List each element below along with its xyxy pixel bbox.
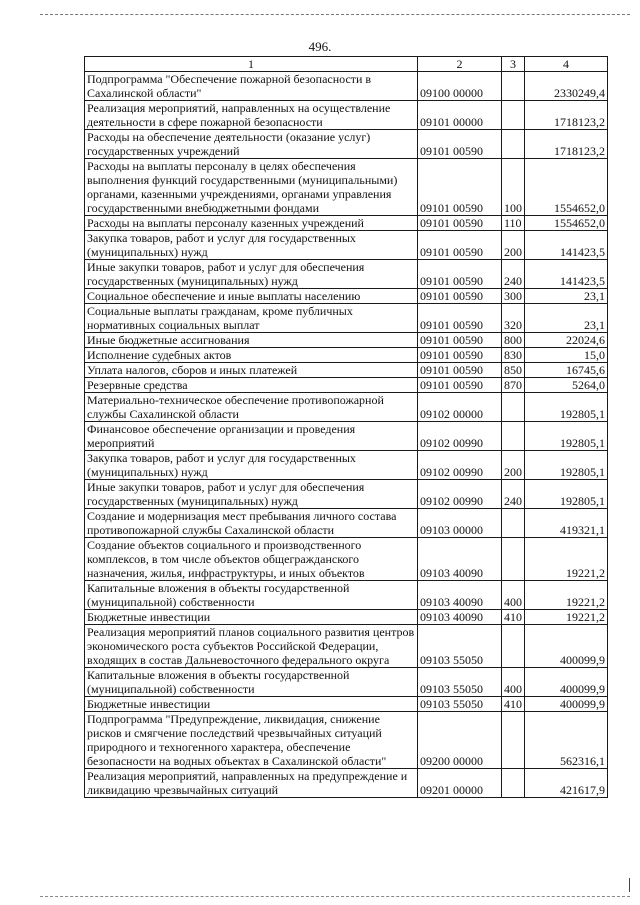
- row-expense-type: [502, 769, 525, 798]
- row-expense-type: 110: [502, 216, 525, 231]
- row-name: Расходы на выплаты персоналу в целях обеспечения выполнения функций государственными (муниципальными) органами, казенными учреждениями, органами управления государственными внебюджетными фондами: [85, 159, 418, 216]
- row-name: Расходы на выплаты персоналу казенных учреждений: [85, 216, 418, 231]
- row-code: 09102 00990: [418, 422, 502, 451]
- row-amount: 192805,1: [525, 480, 608, 509]
- row-code: 09103 00000: [418, 509, 502, 538]
- row-expense-type: 850: [502, 363, 525, 378]
- row-code: 09103 40090: [418, 610, 502, 625]
- row-amount: 15,0: [525, 348, 608, 363]
- table-row: [85, 378, 608, 393]
- row-expense-type: [502, 393, 525, 422]
- row-amount: 19221,2: [525, 610, 608, 625]
- row-name: Капитальные вложения в объекты государственной (муниципальной) собственности: [85, 581, 418, 610]
- row-code: 09103 40090: [418, 581, 502, 610]
- row-code: 09102 00000: [418, 393, 502, 422]
- table-row: [85, 393, 608, 422]
- row-name: Реализация мероприятий планов социального развития центров экономического роста субъектов Российской Федерации, входящих в состав Дальневосточного федерального округа: [85, 625, 418, 668]
- row-code: 09103 55050: [418, 668, 502, 697]
- header-row: [85, 57, 608, 72]
- row-name: Расходы на обеспечение деятельности (оказание услуг) государственных учреждений: [85, 130, 418, 159]
- table-row: [85, 231, 608, 260]
- table-body: [85, 72, 608, 798]
- row-expense-type: 410: [502, 697, 525, 712]
- row-code: 09101 00000: [418, 101, 502, 130]
- table-row: [85, 668, 608, 697]
- row-amount: 419321,1: [525, 509, 608, 538]
- table-row: [85, 130, 608, 159]
- table-row: [85, 304, 608, 333]
- row-name: Социальные выплаты гражданам, кроме публичных нормативных социальных выплат: [85, 304, 418, 333]
- row-amount: 400099,9: [525, 625, 608, 668]
- row-amount: 421617,9: [525, 769, 608, 798]
- table-row: [85, 697, 608, 712]
- row-amount: 23,1: [525, 289, 608, 304]
- row-code: 09103 55050: [418, 697, 502, 712]
- table-row: [85, 159, 608, 216]
- row-amount: 192805,1: [525, 422, 608, 451]
- row-expense-type: [502, 538, 525, 581]
- row-amount: 1718123,2: [525, 130, 608, 159]
- row-amount: 1718123,2: [525, 101, 608, 130]
- table-row: [85, 610, 608, 625]
- row-expense-type: 100: [502, 159, 525, 216]
- row-code: 09200 00000: [418, 712, 502, 769]
- row-expense-type: [502, 625, 525, 668]
- row-code: 09101 00590: [418, 348, 502, 363]
- row-expense-type: [502, 422, 525, 451]
- row-expense-type: 300: [502, 289, 525, 304]
- table-row: [85, 422, 608, 451]
- row-name: Реализация мероприятий, направленных на осуществление деятельности в сфере пожарной безопасности: [85, 101, 418, 130]
- row-expense-type: 830: [502, 348, 525, 363]
- row-expense-type: [502, 712, 525, 769]
- table-row: [85, 333, 608, 348]
- row-expense-type: 320: [502, 304, 525, 333]
- row-code: 09101 00590: [418, 216, 502, 231]
- row-amount: 19221,2: [525, 581, 608, 610]
- row-amount: 1554652,0: [525, 216, 608, 231]
- row-code: 09103 40090: [418, 538, 502, 581]
- row-name: Создание и модернизация мест пребывания личного состава противопожарной службы Сахалинской области: [85, 509, 418, 538]
- row-name: Иные закупки товаров, работ и услуг для обеспечения государственных (муниципальных) нужд: [85, 260, 418, 289]
- row-amount: 5264,0: [525, 378, 608, 393]
- row-name: Исполнение судебных актов: [85, 348, 418, 363]
- row-expense-type: 410: [502, 610, 525, 625]
- row-expense-type: 870: [502, 378, 525, 393]
- table-row: [85, 451, 608, 480]
- table-row: [85, 581, 608, 610]
- row-name: Бюджетные инвестиции: [85, 697, 418, 712]
- row-code: 09101 00590: [418, 130, 502, 159]
- table-row: [85, 216, 608, 231]
- column-header-name: 1: [85, 57, 418, 72]
- row-expense-type: 200: [502, 451, 525, 480]
- row-code: 09101 00590: [418, 363, 502, 378]
- row-expense-type: 400: [502, 581, 525, 610]
- budget-table: [84, 56, 608, 798]
- row-code: 09201 00000: [418, 769, 502, 798]
- page-number: 496.: [308, 39, 332, 54]
- row-name: Подпрограмма "Обеспечение пожарной безопасности в Сахалинской области": [85, 72, 418, 101]
- scan-bottom-rule: [40, 896, 630, 897]
- scan-corner-mark: [623, 878, 630, 892]
- table-row: [85, 260, 608, 289]
- row-amount: 2330249,4: [525, 72, 608, 101]
- row-amount: 192805,1: [525, 393, 608, 422]
- table-row: [85, 72, 608, 101]
- row-expense-type: 240: [502, 260, 525, 289]
- row-code: 09100 00000: [418, 72, 502, 101]
- row-code: 09101 00590: [418, 260, 502, 289]
- row-expense-type: [502, 101, 525, 130]
- row-code: 09102 00990: [418, 480, 502, 509]
- row-amount: 562316,1: [525, 712, 608, 769]
- row-code: 09102 00990: [418, 451, 502, 480]
- row-name: Закупка товаров, работ и услуг для государственных (муниципальных) нужд: [85, 451, 418, 480]
- row-code: 09101 00590: [418, 159, 502, 216]
- row-amount: 22024,6: [525, 333, 608, 348]
- table-row: [85, 538, 608, 581]
- row-name: Социальное обеспечение и иные выплаты населению: [85, 289, 418, 304]
- row-amount: 400099,9: [525, 697, 608, 712]
- scan-top-rule: [40, 14, 630, 15]
- table-row: [85, 101, 608, 130]
- table-row: [85, 509, 608, 538]
- row-amount: 1554652,0: [525, 159, 608, 216]
- row-expense-type: 800: [502, 333, 525, 348]
- row-amount: 16745,6: [525, 363, 608, 378]
- row-code: 09101 00590: [418, 289, 502, 304]
- row-expense-type: [502, 72, 525, 101]
- column-header-amount: 4: [525, 57, 608, 72]
- row-code: 09101 00590: [418, 231, 502, 260]
- row-name: Подпрограмма "Предупреждение, ликвидация, снижение рисков и смягчение последствий чрезвычайных ситуаций природного и техногенного характера, обеспечение безопасности на водных объектах в Сахалинской области": [85, 712, 418, 769]
- row-name: Капитальные вложения в объекты государственной (муниципальной) собственности: [85, 668, 418, 697]
- row-code: 09101 00590: [418, 304, 502, 333]
- row-expense-type: 400: [502, 668, 525, 697]
- table-row: [85, 480, 608, 509]
- row-name: Финансовое обеспечение организации и проведения мероприятий: [85, 422, 418, 451]
- row-name: Иные закупки товаров, работ и услуг для обеспечения государственных (муниципальных) нужд: [85, 480, 418, 509]
- row-amount: 19221,2: [525, 538, 608, 581]
- row-name: Иные бюджетные ассигнования: [85, 333, 418, 348]
- table-row: [85, 348, 608, 363]
- row-name: Уплата налогов, сборов и иных платежей: [85, 363, 418, 378]
- table-row: [85, 289, 608, 304]
- row-expense-type: [502, 130, 525, 159]
- row-amount: 23,1: [525, 304, 608, 333]
- row-code: 09101 00590: [418, 378, 502, 393]
- row-code: 09101 00590: [418, 333, 502, 348]
- row-name: Реализация мероприятий, направленных на предупреждение и ликвидацию чрезвычайных ситуаций: [85, 769, 418, 798]
- row-name: Закупка товаров, работ и услуг для государственных (муниципальных) нужд: [85, 231, 418, 260]
- row-expense-type: 200: [502, 231, 525, 260]
- table-row: [85, 625, 608, 668]
- row-expense-type: [502, 509, 525, 538]
- row-amount: 141423,5: [525, 260, 608, 289]
- table-row: [85, 363, 608, 378]
- row-code: 09103 55050: [418, 625, 502, 668]
- row-expense-type: 240: [502, 480, 525, 509]
- row-name: Бюджетные инвестиции: [85, 610, 418, 625]
- table-row: [85, 769, 608, 798]
- column-header-vr: 3: [502, 57, 525, 72]
- row-name: Создание объектов социального и производственного комплексов, в том числе объектов общегражданского назначения, жилья, инфраструктуры, и иных объектов: [85, 538, 418, 581]
- table-row: [85, 712, 608, 769]
- row-name: Материально-техническое обеспечение противопожарной службы Сахалинской области: [85, 393, 418, 422]
- row-name: Резервные средства: [85, 378, 418, 393]
- row-amount: 141423,5: [525, 231, 608, 260]
- row-amount: 400099,9: [525, 668, 608, 697]
- row-amount: 192805,1: [525, 451, 608, 480]
- column-header-code: 2: [418, 57, 502, 72]
